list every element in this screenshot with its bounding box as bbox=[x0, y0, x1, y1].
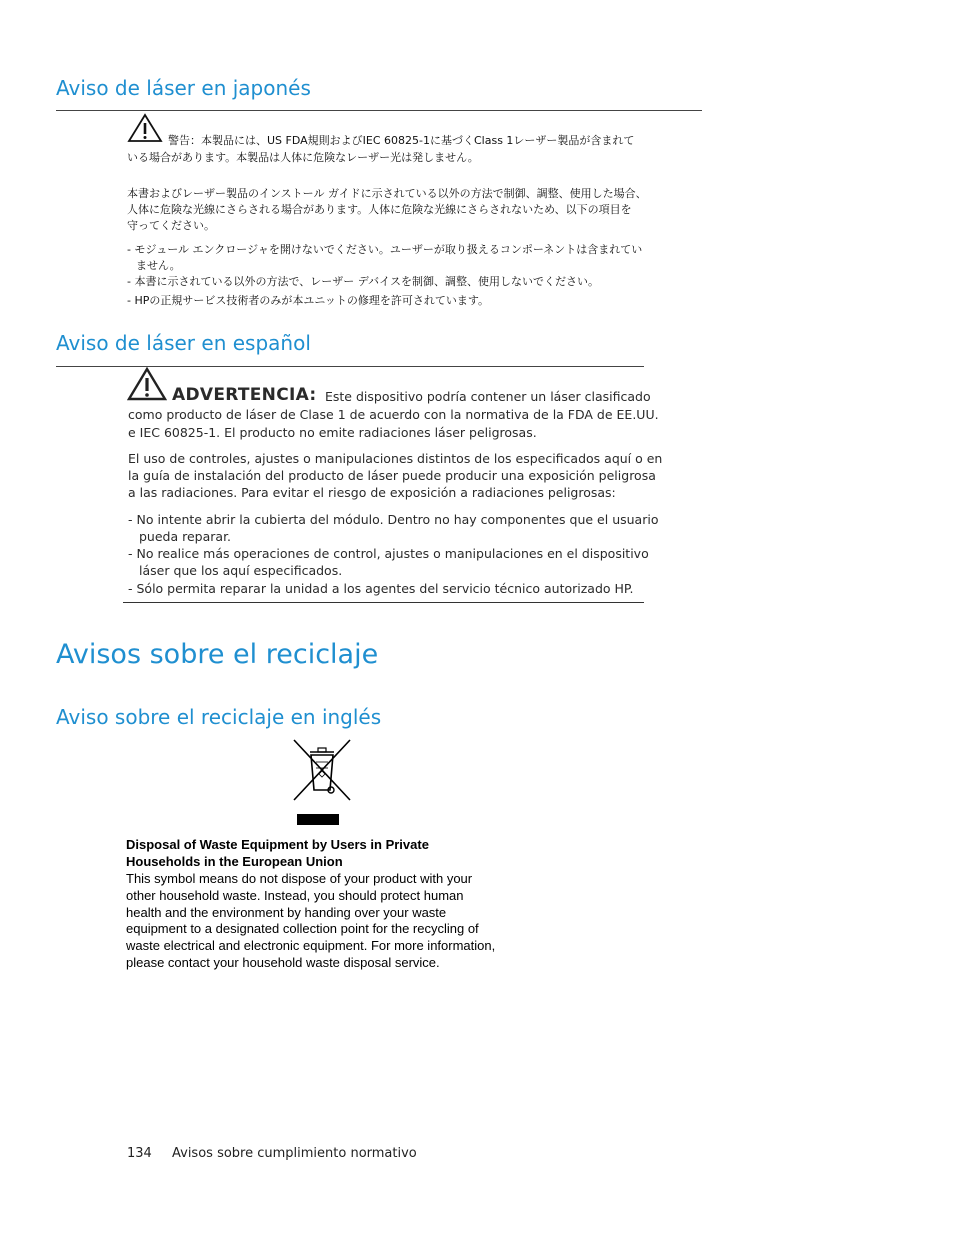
es-warning-line-3: e IEC 60825-1. El producto no emite radiaciones láser peligrosas. bbox=[128, 425, 537, 440]
recycling-title: Avisos sobre el reciclaje bbox=[56, 639, 379, 670]
japanese-laser-heading: Aviso de láser en japonés bbox=[56, 76, 311, 100]
es-warning-line-2: como producto de láser de Clase 1 de acuerdo con la normativa de la FDA de EE.UU. bbox=[128, 407, 659, 422]
es-para-line-1: El uso de controles, ajustes o manipulaciones distintos de los especificados aquí o en bbox=[128, 451, 663, 466]
footer-chapter: Avisos sobre cumplimiento normativo bbox=[172, 1146, 417, 1161]
es-warning-line-1: Este dispositivo podría contener un láser clasificado bbox=[325, 389, 651, 404]
es-para-line-2: la guía de instalación del producto de láser puede producir una exposición peligrosa bbox=[128, 468, 656, 483]
recycling-english-heading: Aviso sobre el reciclaje en inglés bbox=[56, 705, 382, 729]
warning-triangle-icon bbox=[127, 367, 167, 405]
es-bullet-1-line-2: pueda reparar. bbox=[139, 529, 232, 544]
disposal-body-line-1: This symbol means do not dispose of your product with your bbox=[126, 871, 473, 886]
es-bullet-1-line-1: - No intente abrir la cubierta del módulo. Dentro no hay componentes que el usuario bbox=[128, 512, 659, 527]
jp-para-line-1: 本書およびレーザー製品のインストール ガイドに示されている以外の方法で制御、調整、使用した場合、 bbox=[127, 187, 647, 200]
es-bullet-2-line-2: láser que los aquí especificados. bbox=[139, 563, 343, 578]
spanish-laser-heading: Aviso de láser en español bbox=[56, 331, 311, 355]
es-bullet-2-line-1: - No realice más operaciones de control, ajustes o manipulaciones en el dispositivo bbox=[128, 546, 649, 561]
disposal-body-line-2: other household waste. Instead, you should protect human bbox=[126, 888, 464, 903]
advertencia-title: ADVERTENCIA: bbox=[172, 385, 317, 405]
disposal-body-line-5: waste electrical and electronic equipment. For more information, bbox=[126, 938, 496, 953]
jp-bullet-1-line-2: ません。 bbox=[136, 259, 181, 272]
jp-bullet-2: - 本書に示されている以外の方法で、レーザー デバイスを制御、調整、使用しないでください。 bbox=[127, 275, 599, 288]
crossed-out-wheelie-bin-icon bbox=[292, 738, 352, 832]
jp-bullet-3: - HPの正規サービス技術者のみが本ユニットの修理を許可されています。 bbox=[127, 294, 490, 307]
disposal-heading-line-2: Households in the European Union bbox=[126, 854, 343, 869]
jp-para-line-2: 人体に危険な光線にさらされる場合があります。人体に危険な光線にさらされないため、以下の項目を bbox=[127, 203, 632, 216]
jp-bullet-1-line-1: - モジュール エンクロージャを開けないでください。ユーザーが取り扱えるコンポーネントは含まれてい bbox=[127, 243, 643, 256]
disposal-body-line-6: please contact your household waste disposal service. bbox=[126, 955, 440, 970]
warning-triangle-icon bbox=[127, 113, 163, 147]
page-number: 134 bbox=[127, 1146, 152, 1161]
section-rule bbox=[123, 602, 644, 603]
jp-warning-line-1: 警告：本製品には、US FDA規則およびIEC 60825-1に基づくClass 1レーザー製品が含まれて bbox=[168, 134, 635, 147]
jp-para-line-3: 守ってください。 bbox=[127, 219, 215, 232]
jp-warning-line-2: いる場合があります。本製品は人体に危険なレーザー光は発しません。 bbox=[127, 151, 479, 164]
es-para-line-3: a las radiaciones. Para evitar el riesgo de exposición a radiaciones peligrosas: bbox=[128, 485, 616, 500]
disposal-body-line-4: equipment to a designated collection point for the recycling of bbox=[126, 921, 479, 936]
disposal-body-line-3: health and the environment by handing over your waste bbox=[126, 905, 447, 920]
es-bullet-3: - Sólo permita reparar la unidad a los agentes del servicio técnico autorizado HP. bbox=[128, 581, 634, 596]
heading-rule bbox=[56, 110, 702, 111]
disposal-heading-line-1: Disposal of Waste Equipment by Users in Private bbox=[126, 837, 429, 852]
